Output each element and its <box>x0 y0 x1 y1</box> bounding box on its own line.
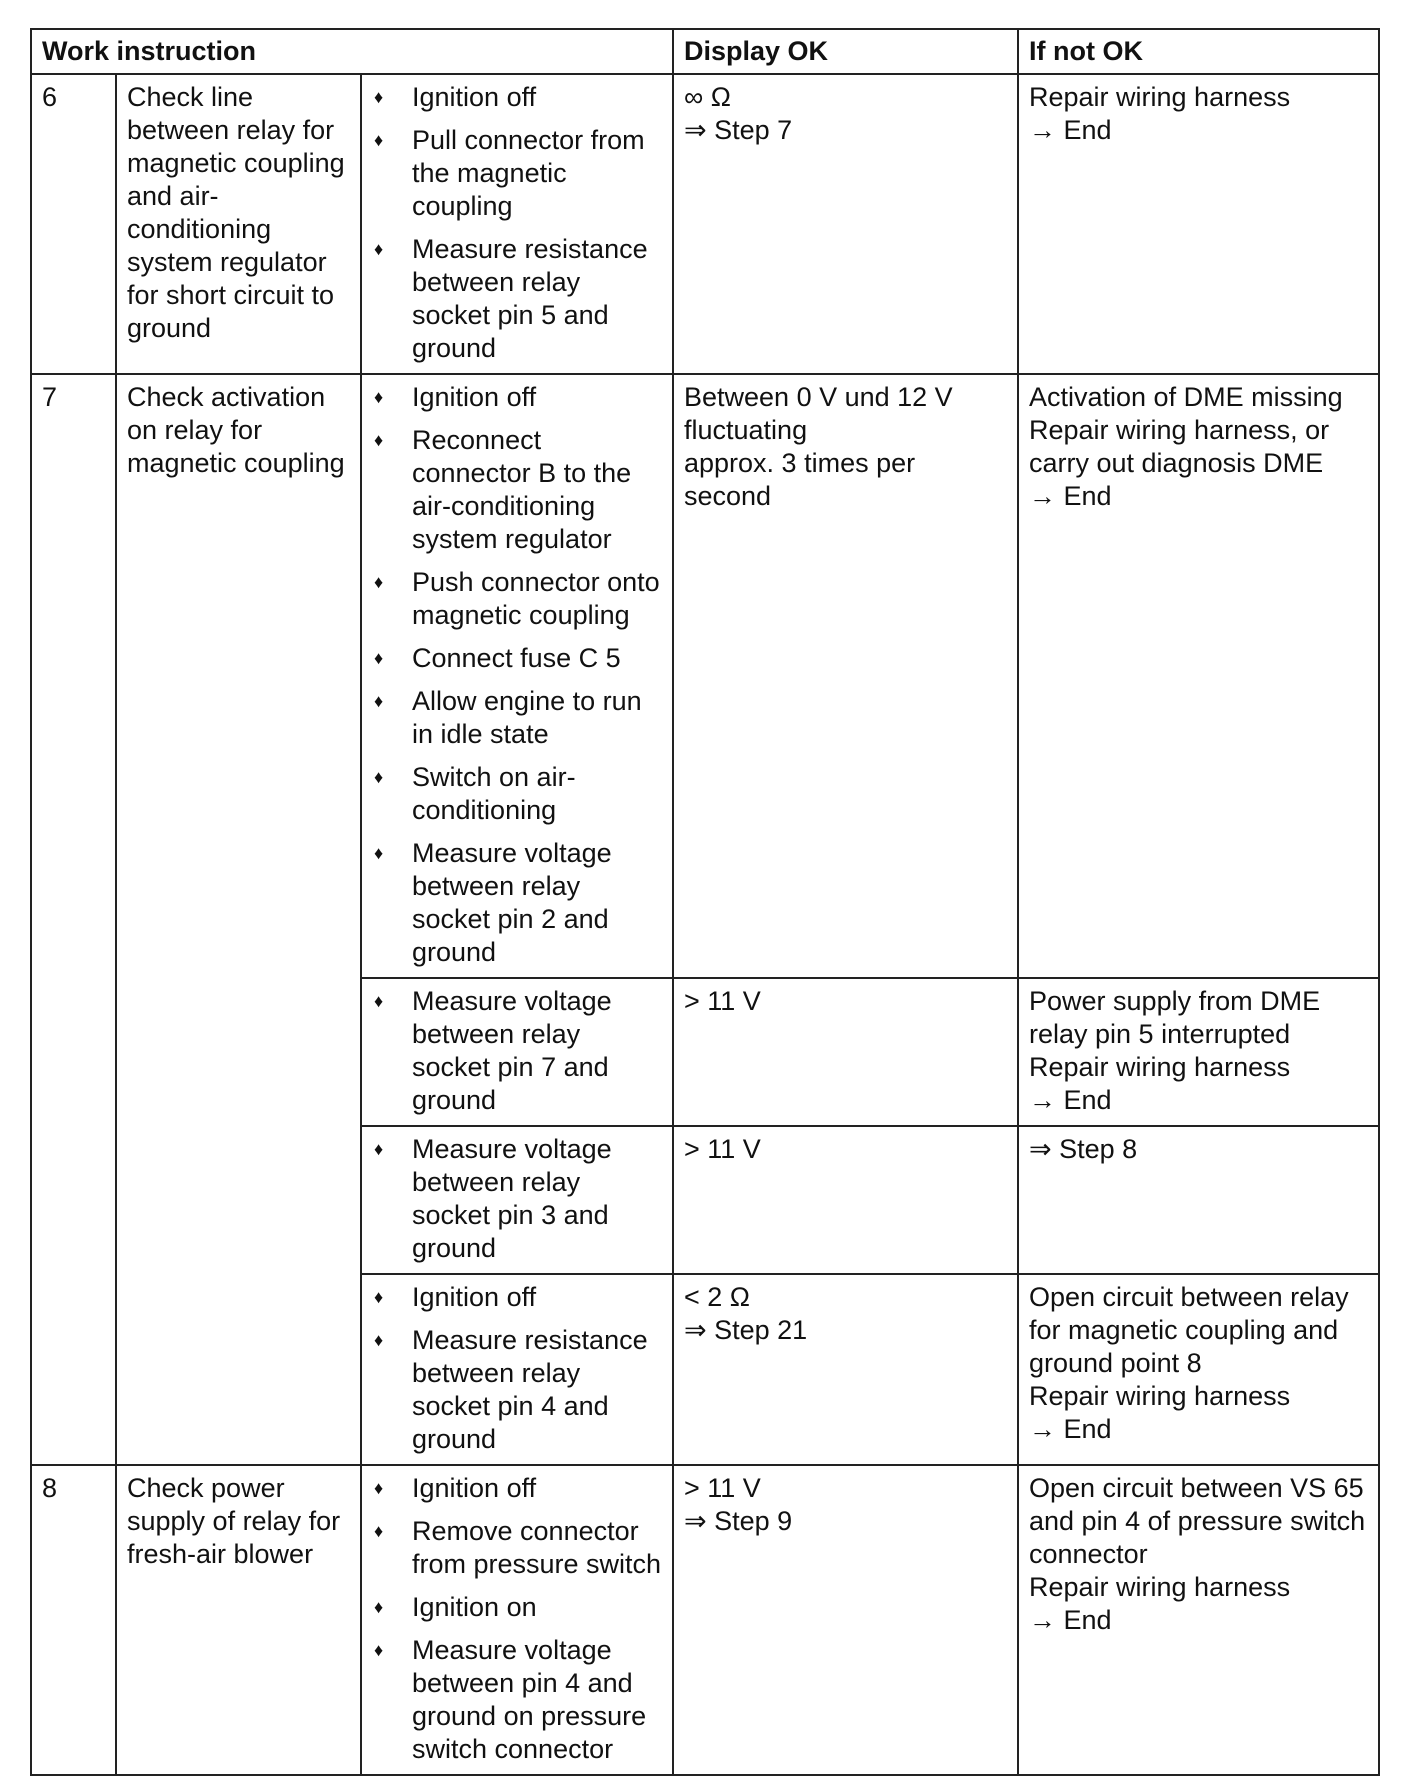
action-item <box>372 837 662 969</box>
diamond-bullet-icon: ♦ <box>374 1330 384 1350</box>
action-text: Allow engine to run in idle state <box>412 686 642 749</box>
table-row <box>31 74 1379 374</box>
action-list-cell <box>361 978 673 1126</box>
header-work-instruction: Work instruction <box>31 29 673 74</box>
action-text: Measure resistance between relay socket pin 5 and ground <box>412 234 648 363</box>
action-item <box>372 1324 662 1456</box>
step-number: 7 <box>31 374 116 1465</box>
action-text: Remove connector from pressure switch <box>412 1516 662 1579</box>
diamond-bullet-icon: ♦ <box>374 767 384 787</box>
if-not-ok-text: Open circuit between relay for magnetic coupling and ground point 8 <box>1029 1282 1349 1378</box>
diamond-bullet-icon: ♦ <box>374 1139 384 1159</box>
if-not-ok-cell <box>1018 1465 1379 1775</box>
if-not-ok-text: Repair wiring harness <box>1029 1572 1291 1602</box>
action-text: Ignition off <box>412 1473 537 1503</box>
table-body <box>31 74 1379 1775</box>
table-header-row <box>31 29 1379 74</box>
if-not-ok-text: → End <box>1029 1414 1112 1444</box>
header-if-not-ok: If not OK <box>1018 29 1379 74</box>
step-description: Check activation on relay for magnetic coupling <box>116 374 361 1465</box>
if-not-ok-text: Repair wiring harness <box>1029 1381 1291 1411</box>
action-item <box>372 685 662 751</box>
if-not-ok-text: Activation of DME missing <box>1029 382 1343 412</box>
action-list <box>372 1472 662 1766</box>
if-not-ok-text: → End <box>1029 115 1112 145</box>
action-list <box>372 985 662 1117</box>
diamond-bullet-icon: ♦ <box>374 1478 384 1498</box>
action-item <box>372 761 662 827</box>
if-not-ok-text: Repair wiring harness <box>1029 1052 1291 1082</box>
action-item <box>372 1133 662 1265</box>
if-not-ok-cell <box>1018 978 1379 1126</box>
if-not-ok-cell <box>1018 74 1379 374</box>
action-item <box>372 1591 662 1624</box>
table-row <box>31 374 1379 978</box>
diamond-bullet-icon: ♦ <box>374 130 384 150</box>
action-list-cell <box>361 1126 673 1274</box>
action-item <box>372 1472 662 1505</box>
step-number: 6 <box>31 74 116 374</box>
if-not-ok-text: → End <box>1029 1605 1112 1635</box>
if-not-ok-text: Open circuit between VS 65 and pin 4 of pressure switch connector <box>1029 1473 1366 1569</box>
action-item <box>372 985 662 1117</box>
display-ok-text: > 11 V <box>684 1134 761 1164</box>
action-list-cell <box>361 374 673 978</box>
if-not-ok-text: → End <box>1029 1085 1112 1115</box>
display-ok-text: Between 0 V und 12 V fluctuating <box>684 382 953 445</box>
action-item <box>372 124 662 223</box>
diamond-bullet-icon: ♦ <box>374 387 384 407</box>
display-ok-text: ∞ Ω <box>684 82 731 112</box>
display-ok-cell <box>673 978 1018 1126</box>
diamond-bullet-icon: ♦ <box>374 1521 384 1541</box>
action-text: Reconnect connector B to the air-conditioning system regulator <box>412 425 632 554</box>
diamond-bullet-icon: ♦ <box>374 843 384 863</box>
if-not-ok-cell <box>1018 374 1379 978</box>
action-text: Ignition off <box>412 1282 537 1312</box>
display-ok-cell <box>673 1274 1018 1465</box>
diamond-bullet-icon: ♦ <box>374 572 384 592</box>
action-item <box>372 81 662 114</box>
header-display-ok: Display OK <box>673 29 1018 74</box>
action-list <box>372 1281 662 1456</box>
action-item <box>372 1515 662 1581</box>
diamond-bullet-icon: ♦ <box>374 1287 384 1307</box>
action-item <box>372 424 662 556</box>
diamond-bullet-icon: ♦ <box>374 1597 384 1617</box>
diamond-bullet-icon: ♦ <box>374 87 384 107</box>
action-item <box>372 233 662 365</box>
action-text: Measure voltage between relay socket pin 2 and ground <box>412 838 612 967</box>
action-item <box>372 1634 662 1766</box>
if-not-ok-cell <box>1018 1274 1379 1465</box>
if-not-ok-text: Power supply from DME relay pin 5 interrupted <box>1029 986 1321 1049</box>
display-ok-cell <box>673 1126 1018 1274</box>
action-item <box>372 566 662 632</box>
action-text: Ignition on <box>412 1592 537 1622</box>
display-ok-text: > 11 V <box>684 986 761 1016</box>
action-list-cell <box>361 74 673 374</box>
action-text: Pull connector from the magnetic coupling <box>412 125 645 221</box>
if-not-ok-text: Repair wiring harness <box>1029 82 1291 112</box>
display-ok-text: ⇒ Step 21 <box>684 1315 808 1345</box>
display-ok-text: > 11 V <box>684 1473 761 1503</box>
action-text: Switch on air-conditioning <box>412 762 576 825</box>
display-ok-cell <box>673 374 1018 978</box>
display-ok-cell <box>673 1465 1018 1775</box>
display-ok-text: ⇒ Step 7 <box>684 115 793 145</box>
action-list <box>372 1133 662 1265</box>
action-text: Measure resistance between relay socket pin 4 and ground <box>412 1325 648 1454</box>
action-text: Ignition off <box>412 82 537 112</box>
action-text: Measure voltage between relay socket pin 7 and ground <box>412 986 612 1115</box>
action-list-cell <box>361 1465 673 1775</box>
display-ok-text: < 2 Ω <box>684 1282 750 1312</box>
action-text: Connect fuse C 5 <box>412 643 621 673</box>
action-text: Measure voltage between relay socket pin 3 and ground <box>412 1134 612 1263</box>
diamond-bullet-icon: ♦ <box>374 430 384 450</box>
display-ok-text: ⇒ Step 9 <box>684 1506 793 1536</box>
diamond-bullet-icon: ♦ <box>374 991 384 1011</box>
diamond-bullet-icon: ♦ <box>374 1640 384 1660</box>
diamond-bullet-icon: ♦ <box>374 239 384 259</box>
table-row <box>31 1465 1379 1775</box>
display-ok-cell <box>673 74 1018 374</box>
if-not-ok-text: → End <box>1029 481 1112 511</box>
if-not-ok-cell <box>1018 1126 1379 1274</box>
action-text: Ignition off <box>412 382 537 412</box>
display-ok-text: approx. 3 times per second <box>684 448 916 511</box>
action-text: Measure voltage between pin 4 and ground on pressure switch connector <box>412 1635 647 1764</box>
action-list <box>372 81 662 365</box>
action-text: Push connector onto magnetic coupling <box>412 567 660 630</box>
if-not-ok-text: Repair wiring harness, or carry out diagnosis DME <box>1029 415 1330 478</box>
action-item <box>372 642 662 675</box>
action-item <box>372 381 662 414</box>
step-description: Check power supply of relay for fresh-air blower <box>116 1465 361 1775</box>
action-list <box>372 381 662 969</box>
diamond-bullet-icon: ♦ <box>374 648 384 668</box>
step-description: Check line between relay for magnetic coupling and air-conditioning system regulator for short circuit to ground <box>116 74 361 374</box>
work-instruction-table <box>30 28 1380 1776</box>
if-not-ok-text: ⇒ Step 8 <box>1029 1134 1138 1164</box>
step-number: 8 <box>31 1465 116 1775</box>
diamond-bullet-icon: ♦ <box>374 691 384 711</box>
action-item <box>372 1281 662 1314</box>
action-list-cell <box>361 1274 673 1465</box>
